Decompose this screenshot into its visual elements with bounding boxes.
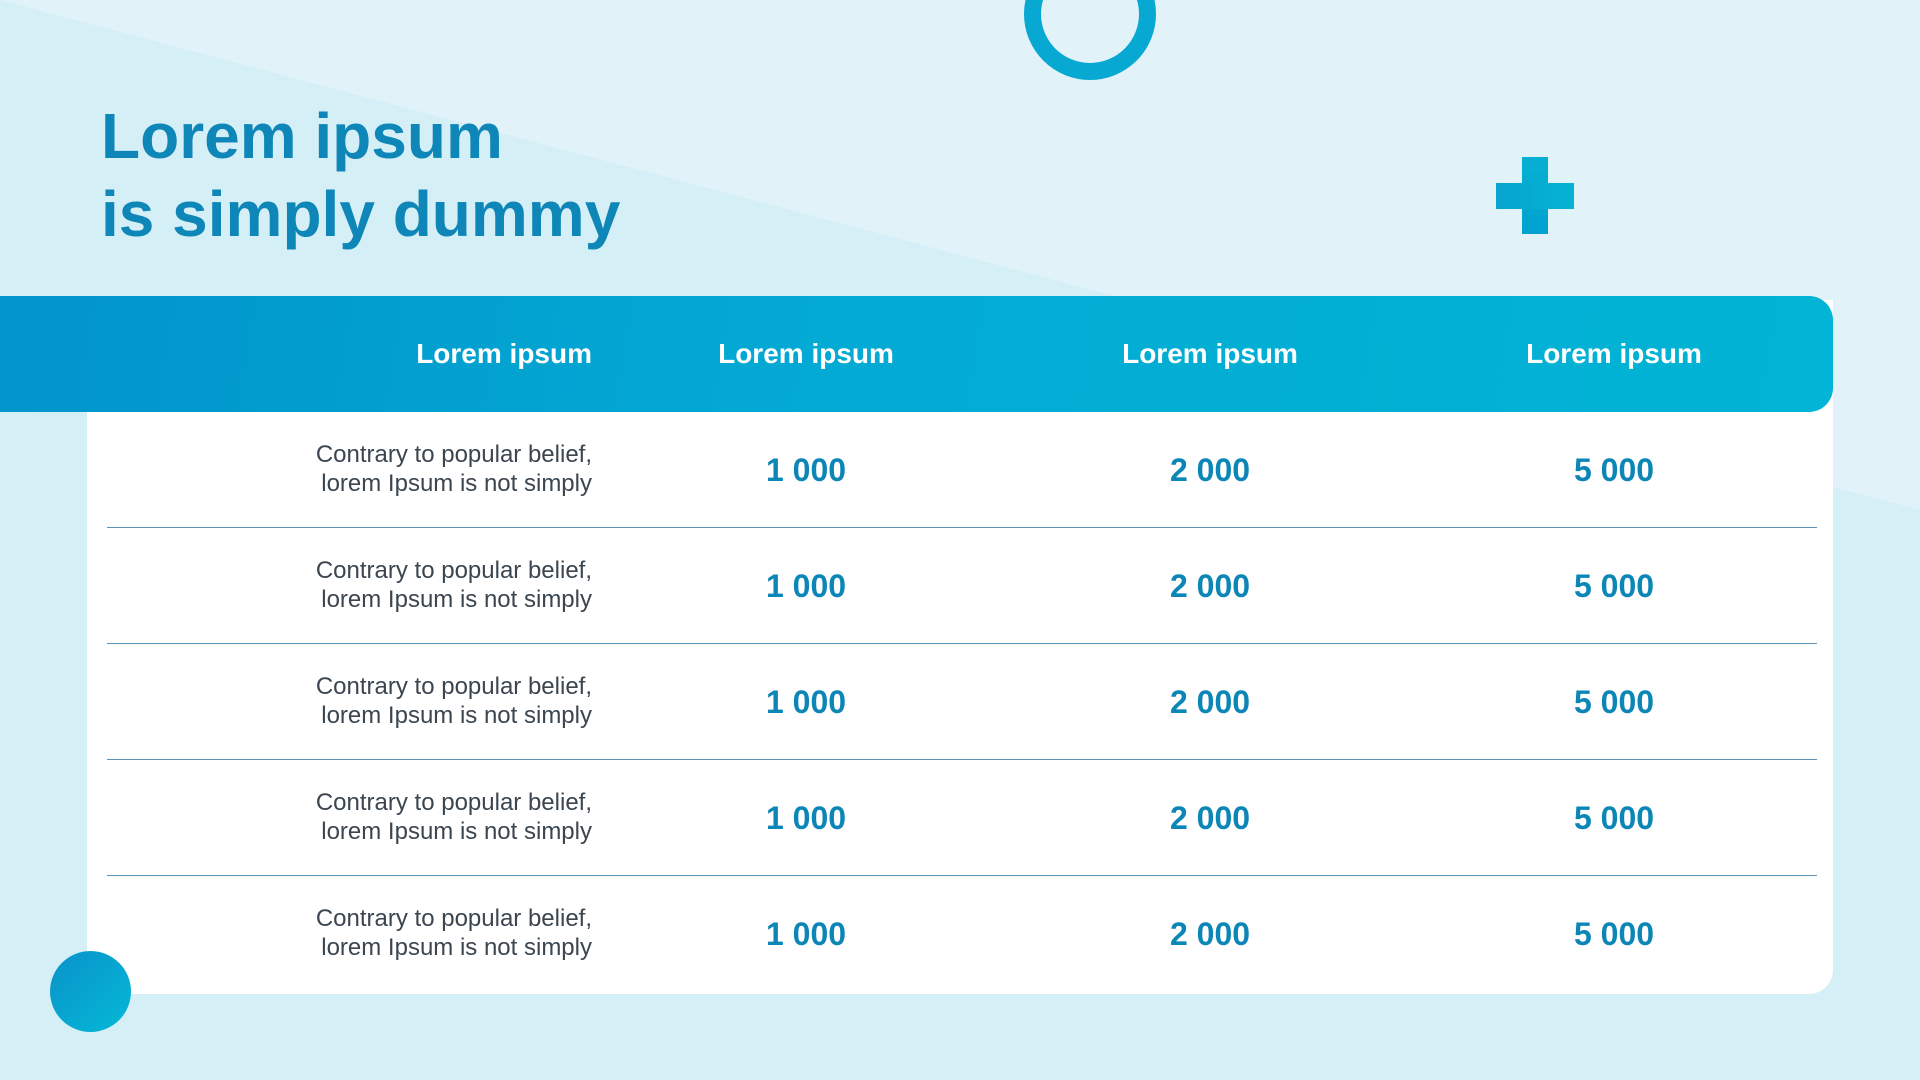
row-value: 5 000 bbox=[1573, 916, 1655, 952]
row-value: 1 000 bbox=[765, 568, 847, 604]
row-value: 5 000 bbox=[1573, 684, 1655, 720]
row-label: Contrary to popular belief, lorem Ipsum is not simply bbox=[315, 441, 592, 497]
row-value: 5 000 bbox=[1573, 800, 1655, 836]
row-value: 1 000 bbox=[765, 684, 847, 720]
table-row bbox=[0, 412, 1920, 528]
row-label: Contrary to popular belief, lorem Ipsum is not simply bbox=[315, 557, 592, 613]
row-value: 1 000 bbox=[765, 452, 847, 488]
page-title bbox=[101, 97, 620, 253]
table-row bbox=[0, 528, 1920, 644]
header-cell: Lorem ipsum bbox=[718, 338, 894, 369]
title-line-2: is simply dummy bbox=[101, 178, 621, 250]
row-label: Contrary to popular belief, lorem Ipsum is not simply bbox=[315, 673, 592, 729]
title-line-1: Lorem ipsum bbox=[101, 100, 503, 172]
table-row bbox=[0, 644, 1920, 760]
row-label: Contrary to popular belief, lorem Ipsum is not simply bbox=[315, 789, 592, 845]
table-header bbox=[0, 296, 1833, 412]
header-cell: Lorem ipsum bbox=[416, 338, 592, 369]
plus-icon bbox=[1496, 157, 1574, 234]
header-cell: Lorem ipsum bbox=[1122, 338, 1298, 369]
table-row bbox=[0, 760, 1920, 876]
row-value: 2 000 bbox=[1169, 452, 1251, 488]
row-value: 5 000 bbox=[1573, 568, 1655, 604]
row-value: 1 000 bbox=[765, 800, 847, 836]
row-value: 2 000 bbox=[1169, 916, 1251, 952]
row-value: 2 000 bbox=[1169, 800, 1251, 836]
dot-icon bbox=[50, 951, 131, 1032]
row-value: 2 000 bbox=[1169, 684, 1251, 720]
row-value: 5 000 bbox=[1573, 452, 1655, 488]
header-cell: Lorem ipsum bbox=[1526, 338, 1702, 369]
row-value: 1 000 bbox=[765, 916, 847, 952]
table-body bbox=[0, 412, 1920, 992]
table-row bbox=[0, 876, 1920, 992]
row-label: Contrary to popular belief, lorem Ipsum is not simply bbox=[315, 905, 592, 961]
row-value: 2 000 bbox=[1169, 568, 1251, 604]
